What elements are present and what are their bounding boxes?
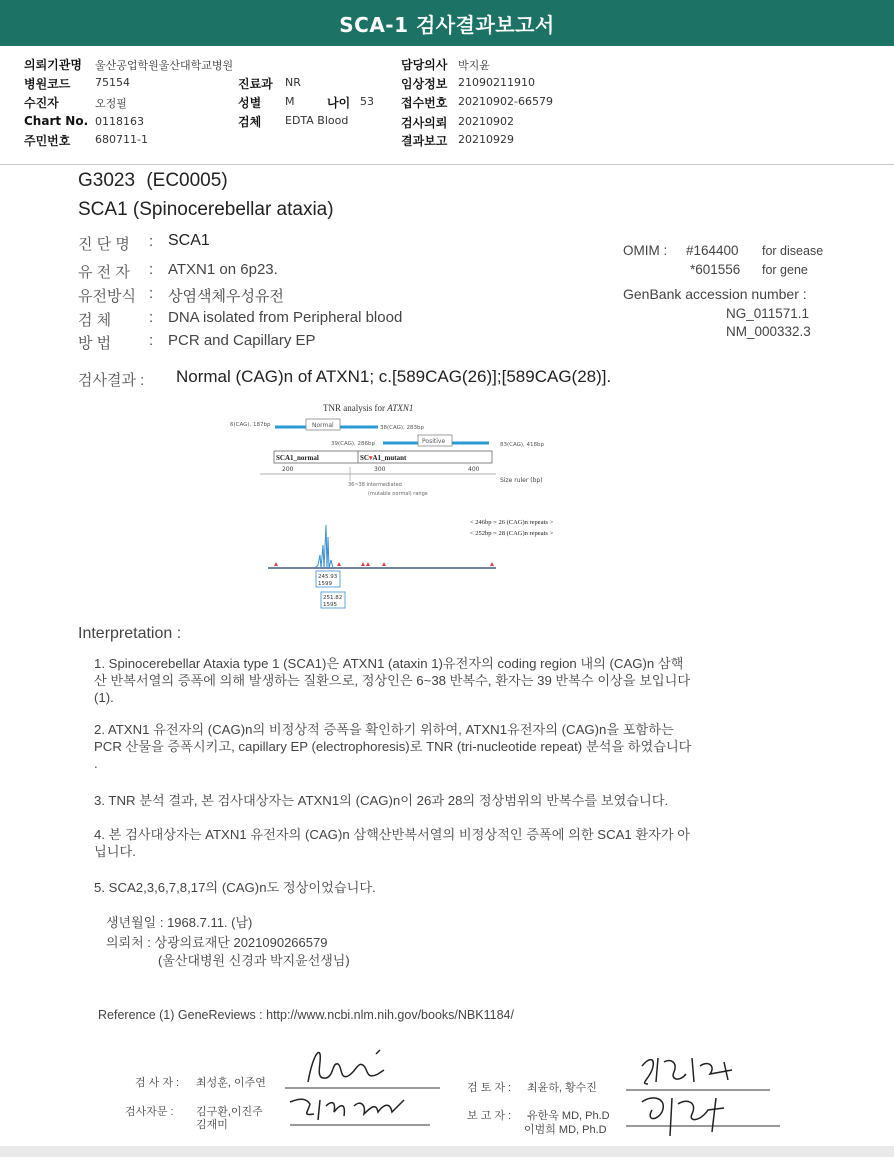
test-name: SCA1 (Spinocerebellar ataxia) xyxy=(78,199,334,220)
tick-400: 400 xyxy=(468,466,480,473)
tester-label: 검 사 자 : xyxy=(135,1077,180,1089)
request-value: 20210902 xyxy=(458,115,514,128)
interp-1c: (1). xyxy=(94,690,114,705)
supervisor-value-2: 김재미 xyxy=(196,1119,228,1131)
hospital-code-value: 75154 xyxy=(95,76,130,89)
patient-value: 오정필 xyxy=(95,97,127,110)
reporter-value-2: 이범희 MD, Ph.D xyxy=(524,1124,607,1136)
peak2-size: 251.82 xyxy=(323,595,343,601)
requester: 의뢰처 : 상광의료재단 2021090266579 xyxy=(106,935,328,950)
omim-disease-id: #164400 xyxy=(686,243,739,258)
receipt-value: 20210902-66579 xyxy=(458,95,553,108)
doctor-value: 박지윤 xyxy=(458,59,490,72)
chart-value: 0118163 xyxy=(95,115,144,128)
interp-1a: 1. Spinocerebellar Ataxia type 1 (SCA1)은 ATXN1 (ataxin 1)유전자의 coding region 내의 (CAG)n 삼핵 xyxy=(94,656,684,671)
chart-label: Chart No. xyxy=(24,114,89,128)
report-date-value: 20210929 xyxy=(458,133,514,146)
specimen-method-label: 검 체 xyxy=(78,312,112,329)
interp-4b: 닙니다. xyxy=(94,844,136,859)
intermediate-range-1: 36~38 intermediated xyxy=(348,482,402,488)
reviewer-signature xyxy=(612,1040,782,1140)
supervisor-label: 검사자문 : xyxy=(125,1106,174,1118)
repeat-26-text: < 246bp = 26 (CAG)n repeats > xyxy=(470,519,554,526)
sca1-mutant-label: SC▾A1_mutant xyxy=(360,454,407,462)
diag-label: 진 단 명 xyxy=(78,236,130,253)
doctor-label: 담당의사 xyxy=(401,58,448,72)
result-label: 검사결과 : xyxy=(78,372,145,389)
inherit-label: 유전방식 xyxy=(78,288,136,305)
reporter-value-1: 유한욱 MD, Ph.D xyxy=(527,1110,610,1122)
institution-value: 울산공업학원울산대학교병원 xyxy=(95,59,234,72)
report-title-bar xyxy=(0,0,894,46)
genbank-label: GenBank accession number : xyxy=(623,286,807,302)
reporter-label: 보 고 자 : xyxy=(467,1110,512,1122)
request-label: 검사의뢰 xyxy=(401,116,448,130)
report-title: SCA-1 검사결과보고서 xyxy=(339,12,555,37)
interpretation-item-5: 5. SCA2,3,6,7,8,17의 (CAG)n도 정상이었습니다. xyxy=(94,880,376,895)
institution-label: 의뢰기관명 xyxy=(24,58,82,72)
peak1-height: 1599 xyxy=(318,581,332,587)
peak1-size: 245.93 xyxy=(318,574,338,580)
tester-value: 최성훈, 이주연 xyxy=(196,1077,266,1089)
age-value: 53 xyxy=(360,95,374,108)
inherit-colon: : xyxy=(149,285,154,302)
test-code: G3023 xyxy=(78,170,136,191)
interpretation-item-4 xyxy=(94,826,819,860)
result-value: Normal (CAG)n of ATXN1; c.[589CAG(26)];[589CAG(28)]. xyxy=(176,367,612,386)
clinical-label: 임상정보 xyxy=(401,77,448,91)
diag-value: SCA1 xyxy=(168,232,210,249)
tnr-figure xyxy=(200,395,620,615)
size-ruler-label: Size ruler (bp) xyxy=(500,477,543,484)
interpretation-title: Interpretation : xyxy=(78,625,182,642)
peak2-height: 1595 xyxy=(323,602,337,608)
specimen-label: 검체 xyxy=(238,115,262,129)
label-6cag: 6(CAG), 187bp xyxy=(230,422,271,428)
method-colon: : xyxy=(149,332,154,349)
patient-label: 수진자 xyxy=(24,96,59,110)
reference: Reference (1) GeneReviews : http://www.ncbi.nlm.nih.gov/books/NBK1184/ xyxy=(98,1008,514,1022)
requester-detail: (울산대병원 신경과 박지윤선생님) xyxy=(158,953,350,968)
size-markers xyxy=(274,562,494,566)
test-code-line xyxy=(78,170,228,192)
method-label: 방 법 xyxy=(78,335,112,352)
inherit-value: 상염색체우성유전 xyxy=(168,288,284,305)
report-header xyxy=(0,46,894,165)
interpretation-item-1 xyxy=(94,655,819,706)
label-38cag: 38(CAG), 283bp xyxy=(380,425,425,431)
resident-value: 680711-1 xyxy=(95,133,148,146)
clinical-value: 21090211910 xyxy=(458,76,535,89)
intermediate-range-2: (mutable normal) range xyxy=(368,491,428,497)
label-83cag: 83(CAG), 418bp xyxy=(500,442,545,448)
supervisor-value-1: 김구환,이진주 xyxy=(196,1106,263,1118)
report-date-label: 결과보고 xyxy=(401,134,448,148)
genbank-nm: NM_000332.3 xyxy=(726,324,811,339)
age-label: 나이 xyxy=(327,96,351,110)
omim-gene-id: *601556 xyxy=(690,262,741,277)
dept-label: 진료과 xyxy=(238,77,273,91)
receipt-label: 접수번호 xyxy=(401,96,448,110)
birth-date: 생년월일 : 1968.7.11. (남) xyxy=(106,915,253,930)
gene-value: ATXN1 on 6p23. xyxy=(168,261,278,278)
omim-label: OMIM : xyxy=(623,243,668,258)
omim-gene-desc: for gene xyxy=(762,263,808,277)
interpretation-item-3: 3. TNR 분석 결과, 본 검사대상자는 ATXN1의 (CAG)n이 26과 28의 정상범위의 반복수를 보였습니다. xyxy=(94,793,669,808)
trace-peaks xyxy=(315,525,333,568)
reviewer-value: 최윤하, 황수진 xyxy=(527,1082,597,1094)
interpretation-item-2 xyxy=(94,721,819,772)
sca1-normal-label: SCA1_normal xyxy=(276,454,319,462)
tick-200: 200 xyxy=(282,466,294,473)
interp-4a: 4. 본 검사대상자는 ATXN1 유전자의 (CAG)n 삼핵산반복서열의 비정상적인 증폭에 의한 SCA1 환자가 아 xyxy=(94,827,691,842)
dept-value: NR xyxy=(285,76,301,89)
repeat-28-text: < 252bp = 28 (CAG)n repeats > xyxy=(470,530,554,537)
sex-label: 성별 xyxy=(238,96,262,110)
diag-colon: : xyxy=(149,233,154,250)
interp-2b: PCR 산물을 증폭시키고, capillary EP (electrophoresis)로 TNR (tri-nucleotide repeat) 분석을 하였습니다 xyxy=(94,739,692,754)
specimen-colon: : xyxy=(149,309,154,326)
positive-label: Positive xyxy=(422,438,446,445)
normal-label: Normal xyxy=(312,422,334,429)
omim-disease-desc: for disease xyxy=(762,244,824,258)
specimen-method-value: DNA isolated from Peripheral blood xyxy=(168,309,403,326)
figure-title: TNR analysis for ATXN1 xyxy=(323,403,414,413)
hospital-code-label: 병원코드 xyxy=(24,77,71,91)
gene-label: 유 전 자 xyxy=(78,264,130,281)
sex-value: M xyxy=(285,95,295,108)
gene-colon: : xyxy=(149,261,154,278)
method-value: PCR and Capillary EP xyxy=(168,332,316,349)
interp-2c: . xyxy=(94,756,98,771)
genbank-ng: NG_011571.1 xyxy=(726,306,810,321)
test-code2: (EC0005) xyxy=(146,170,228,191)
reviewer-label: 검 토 자 : xyxy=(467,1082,512,1094)
specimen-value: EDTA Blood xyxy=(285,114,349,127)
resident-label: 주민번호 xyxy=(24,134,71,148)
interp-2a: 2. ATXN1 유전자의 (CAG)n의 비정상적 증폭을 확인하기 위하여, ATXN1유전자의 (CAG)n을 포함하는 xyxy=(94,722,674,737)
tester-signature xyxy=(280,1040,460,1135)
bottom-bar xyxy=(0,1146,894,1157)
tick-300: 300 xyxy=(374,466,386,473)
label-39cag: 39(CAG), 286bp xyxy=(331,441,376,447)
interp-1b: 산 반복서열의 증폭에 의해 발생하는 질환으로, 정상인은 6~38 반복수, 환자는 39 반복수 이상을 보입니다 xyxy=(94,673,691,688)
